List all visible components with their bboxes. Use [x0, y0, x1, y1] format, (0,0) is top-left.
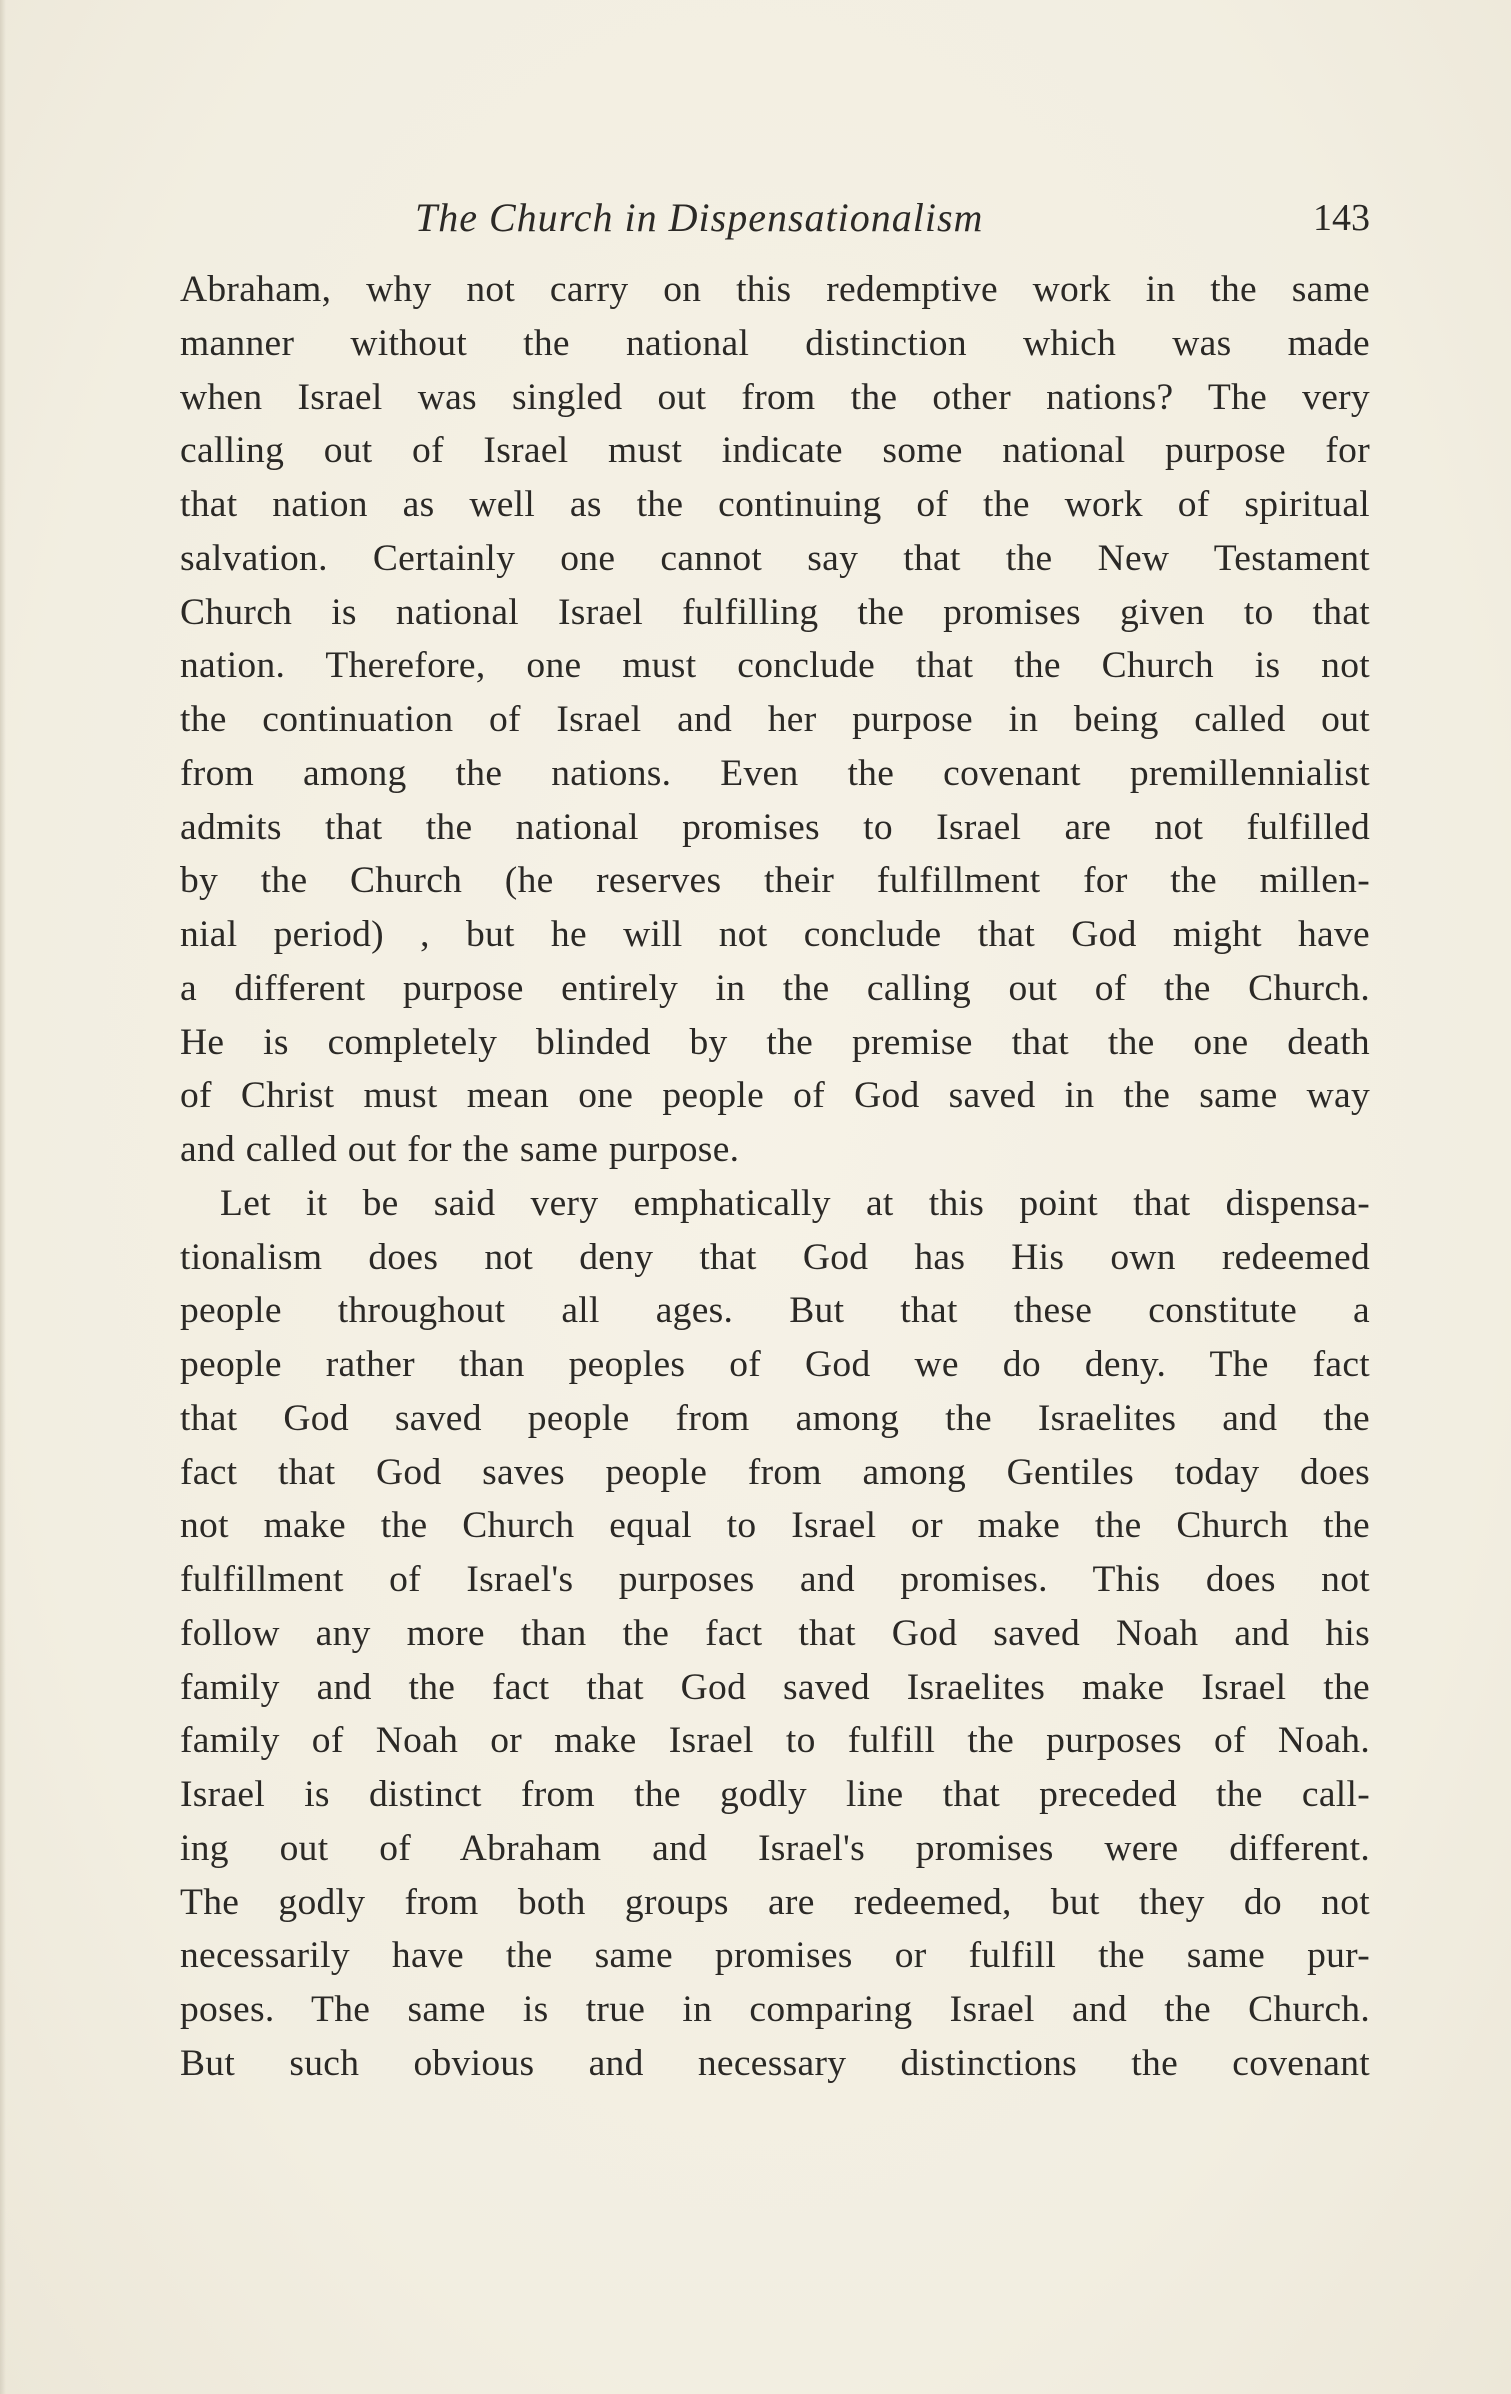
text-line: tionalism does not deny that God has His own redeemed — [180, 1236, 1370, 1278]
text-line: Church is national Israel fulfilling the promises given to that — [180, 591, 1370, 633]
text-line: fact that God saves people from among Gentiles today does — [180, 1451, 1370, 1493]
text-line: people rather than peoples of God we do deny. The fact — [180, 1344, 1370, 1385]
text-line: and called out for the same purpose. — [180, 1129, 740, 1170]
text-line: follow any more than the fact that God saved Noah and his — [180, 1612, 1370, 1654]
text-line: from among the nations. Even the covenant premillennialist — [180, 752, 1370, 794]
body-text — [180, 263, 1370, 2091]
text-line: of Christ must mean one people of God saved in the same way — [180, 1075, 1370, 1117]
text-line: that nation as well as the continuing of the work of spiritual — [180, 484, 1370, 525]
text-line: people throughout all ages. But that these constitute a — [180, 1290, 1370, 1332]
text-line: not make the Church equal to Israel or make the Church the — [180, 1505, 1370, 1547]
text-line: Let it be said very emphatically at this point that dispensa- — [220, 1182, 1370, 1224]
text-line: family and the fact that God saved Israelites make Israel the — [180, 1666, 1370, 1708]
page-edge-shadow — [0, 0, 6, 2394]
text-line: But such obvious and necessary distinctions the covenant — [180, 2042, 1370, 2084]
text-line: nation. Therefore, one must conclude that the Church is not — [180, 645, 1370, 687]
running-title: The Church in Dispensationalism — [415, 195, 984, 240]
text-line: ing out of Abraham and Israel's promises were different. — [180, 1827, 1370, 1869]
text-line: manner without the national distinction which was made — [180, 322, 1370, 364]
text-line: family of Noah or make Israel to fulfill the purposes of Noah. — [180, 1720, 1370, 1762]
paragraph-1 — [180, 263, 1370, 1177]
text-line: by the Church (he reserves their fulfillment for the millen- — [180, 860, 1370, 902]
text-line: poses. The same is true in comparing Israel and the Church. — [180, 1989, 1370, 2030]
paragraph-2 — [180, 1177, 1370, 2091]
text-line: when Israel was singled out from the other nations? The very — [180, 376, 1370, 418]
text-line: Abraham, why not carry on this redemptive work in the same — [180, 269, 1370, 310]
page-header — [180, 188, 1370, 248]
text-line: nial period) , but he will not conclude that God might have — [180, 914, 1370, 955]
text-line: necessarily have the same promises or fulfill the same pur- — [180, 1935, 1370, 1977]
text-line: Israel is distinct from the godly line that preceded the call- — [180, 1774, 1370, 1815]
text-line: that God saved people from among the Israelites and the — [180, 1397, 1370, 1439]
text-line: admits that the national promises to Israel are not fulfilled — [180, 806, 1370, 848]
text-line: The godly from both groups are redeemed, but they do not — [180, 1881, 1370, 1923]
text-line: the continuation of Israel and her purpose in being called out — [180, 699, 1370, 740]
text-line: salvation. Certainly one cannot say that the New Testament — [180, 537, 1370, 579]
text-line: He is completely blinded by the premise that the one death — [180, 1021, 1370, 1063]
page-number: 143 — [1313, 197, 1370, 239]
text-line: calling out of Israel must indicate some national purpose for — [180, 430, 1370, 472]
text-line: a different purpose entirely in the calling out of the Church. — [180, 967, 1370, 1009]
text-line: fulfillment of Israel's purposes and promises. This does not — [180, 1559, 1370, 1600]
